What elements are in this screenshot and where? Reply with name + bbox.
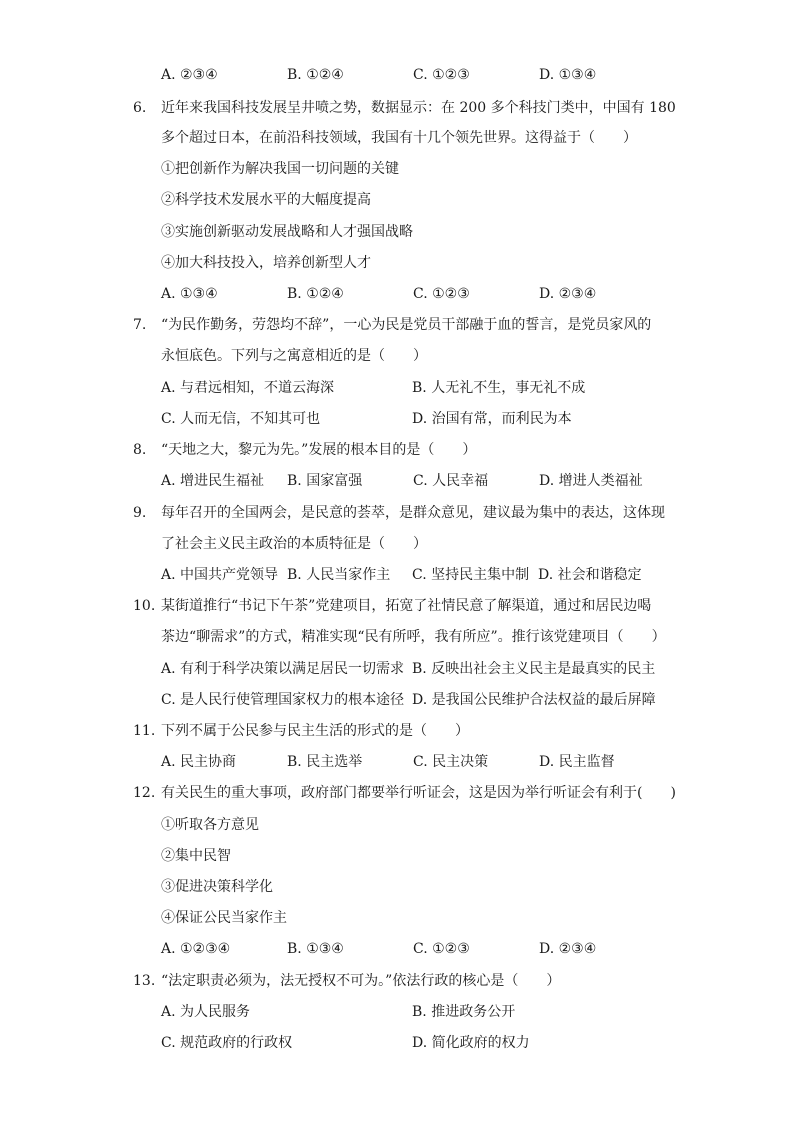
q9-stem-line-2: 了社会主义民主政治的本质特征是（ ） [161,536,427,552]
q12-option-a: A. ①②③④ [161,941,231,957]
q12-option-b: B. ①③④ [287,941,344,957]
q11-number: 11. [133,723,156,739]
q13-option-b: B. 推进政务公开 [412,1004,516,1020]
q13-option-d: D. 简化政府的权力 [412,1035,530,1051]
q11-stem: 下列不属于公民参与民主生活的形式的是（ ） [161,723,469,739]
q6-option-a: A. ①③④ [161,286,218,302]
q7-option-c: C. 人而无信，不知其可也 [161,411,321,427]
q7-number: 7. [133,317,147,333]
q9-number: 9. [133,505,147,521]
q6-item-2: ②科学技术发展水平的大幅度提高 [161,192,371,208]
q7-option-a: A. 与君远相知，不道云海深 [161,380,335,396]
q12-number: 12. [133,785,156,801]
q6-option-c: C. ①②③ [413,286,470,302]
q6-stem-line-2: 多个超过日本，在前沿科技领域，我国有十几个领先世界。这得益于（ ） [161,130,637,146]
q12-item-2: ②集中民智 [161,848,231,864]
q6-item-1: ①把创新作为解决我国一切问题的关键 [161,161,399,177]
q9-option-d: D. 社会和谐稳定 [538,567,642,583]
q13-number: 13. [133,973,156,989]
q11-option-b: B. 民主选举 [287,754,363,770]
q9-option-c: C. 坚持民主集中制 [412,567,530,583]
q6-stem-line-1: 近年来我国科技发展呈井喷之势，数据显示：在 200 多个科技门类中，中国有 180 [161,100,676,116]
q10-option-c: C. 是人民行使管理国家权力的根本途径 [161,692,405,708]
q5-option-c: C. ①②③ [413,67,470,83]
q8-option-d: D. 增进人类福祉 [539,473,643,489]
q10-stem-line-2: 茶边“聊需求”的方式，精准实现“民有所呼，我有所应”。推行该党建项目（ ） [161,629,666,645]
q10-stem-line-1: 某街道推行“书记下午茶”党建项目，拓宽了社情民意了解渠道，通过和居民边喝 [161,598,652,614]
q11-option-c: C. 民主决策 [413,754,489,770]
q8-option-c: C. 人民幸福 [413,473,489,489]
q9-option-b: B. 人民当家作主 [287,567,391,583]
q10-number: 10. [133,598,156,614]
q6-option-b: B. ①②④ [287,286,344,302]
q5-option-d: D. ①③④ [539,67,597,83]
q11-option-d: D. 民主监督 [539,754,615,770]
q8-stem: “天地之大，黎元为先。”发展的根本目的是（ ） [161,442,477,458]
q8-option-a: A. 增进民生福祉 [161,473,265,489]
q7-option-b: B. 人无礼不生，事无礼不成 [412,380,586,396]
q5-option-a: A. ②③④ [161,67,218,83]
q12-stem: 有关民生的重大事项，政府部门都要举行听证会，这是因为举行听证会有利于( ) [161,785,676,801]
q12-item-1: ①听取各方意见 [161,817,259,833]
q7-stem-line-1: “为民作勤务，劳怨均不辞”，一心为民是党员干部融于血的誓言，是党员家风的 [161,317,652,333]
q10-option-d: D. 是我国公民维护合法权益的最后屏障 [412,692,656,708]
q7-stem-line-2: 永恒底色。下列与之寓意相近的是（ ） [161,348,427,364]
q12-item-3: ③促进决策科学化 [161,879,273,895]
q13-stem: “法定职责必须为，法无授权不可为。”依法行政的核心是（ ） [161,973,561,989]
q6-item-3: ③实施创新驱动发展战略和人才强国战略 [161,224,413,240]
q13-option-a: A. 为人民服务 [161,1004,251,1020]
q13-option-c: C. 规范政府的行政权 [161,1035,293,1051]
q12-option-c: C. ①②③ [413,941,470,957]
q12-item-4: ④保证公民当家作主 [161,910,287,926]
q11-option-a: A. 民主协商 [161,754,237,770]
q10-option-b: B. 反映出社会主义民主是最真实的民主 [412,661,656,677]
q8-option-b: B. 国家富强 [287,473,363,489]
q9-option-a: A. 中国共产党领导 [161,567,279,583]
q6-option-d: D. ②③④ [539,286,597,302]
q10-option-a: A. 有利于科学决策以满足居民一切需求 [161,661,405,677]
q12-option-d: D. ②③④ [539,941,597,957]
q6-number: 6. [133,100,147,116]
q6-item-4: ④加大科技投入，培养创新型人才 [161,255,371,271]
q5-option-b: B. ①②④ [287,67,344,83]
q8-number: 8. [133,442,147,458]
q7-option-d: D. 治国有常，而利民为本 [412,411,572,427]
q9-stem-line-1: 每年召开的全国两会，是民意的荟萃，是群众意见，建议最为集中的表达，这体现 [161,505,665,521]
